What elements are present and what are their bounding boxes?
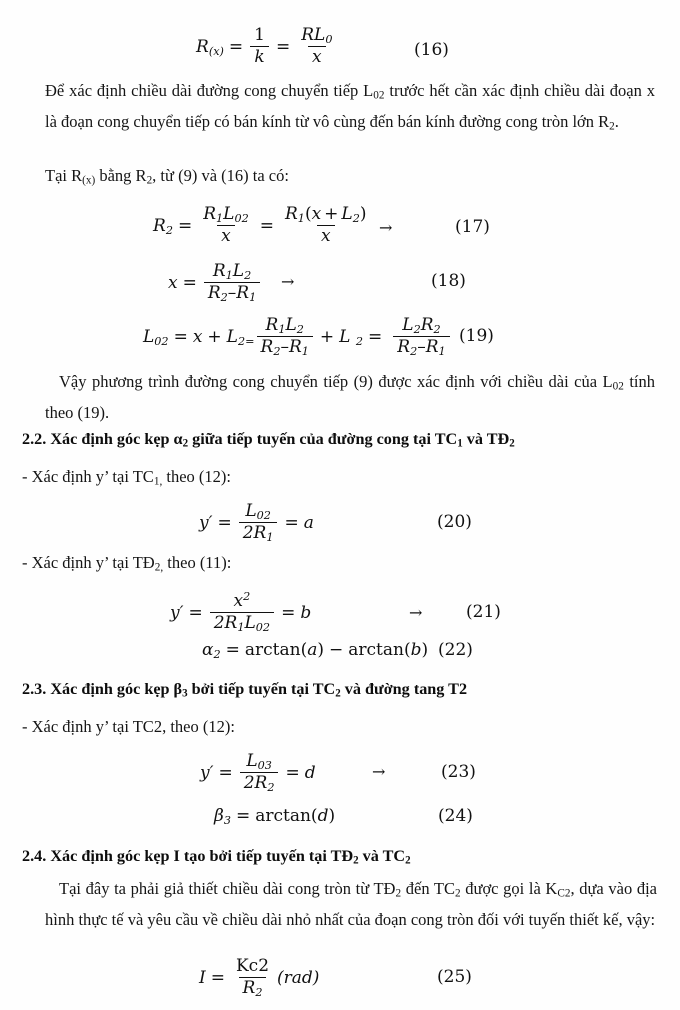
eq23-lhs: y′ [200,762,214,783]
eq22-arg-1: a [307,640,318,660]
eq20-lhs: y′ [199,512,213,533]
heading-2-3-part-c: và đường tang T2 [340,680,468,698]
heading-2-2-sub-a: 2 [182,437,189,450]
eq21-equals-2: = [281,602,296,623]
paragraph-1 [45,78,655,140]
eq18-den-b: R [236,283,250,304]
heading-2-2-number: 2.2. [22,430,47,448]
eq22-fn-2: arctan( [348,640,411,660]
paragraph-3-sub-a: 02 [612,380,624,393]
eq16-frac2-numerator [297,26,336,46]
eq19-f2n-b-sub: 2 [433,323,441,337]
line-tc1-part-b: theo (12): [162,467,231,486]
eq23-num-base: L [246,751,258,771]
eq20-num-base: L [245,501,257,521]
eq19-f1n-a-sub: 1 [278,323,286,337]
eq17-fraction-2 [281,205,371,246]
eq20-num-sub: 02 [256,509,271,523]
line-tc1-part-a: - Xác định y’ tại TC [22,467,154,486]
equation-number-17: (17) [455,217,490,237]
paragraph-4-part-a: Tại đây ta phải giả thiết chiều dài cong tròn từ TĐ [59,879,396,898]
eq17-f1n-a: R [203,204,217,224]
eq22-equals: = [225,640,240,660]
eq16-lhs [196,37,224,57]
equation-number-21: (21) [466,602,501,622]
equation-18-arrow: → [281,272,295,291]
heading-2-3-part-b: bởi tiếp tuyến tại TC [187,680,336,698]
eq19-f1d-b-sub: 1 [301,345,309,359]
eq16-frac2-num-sub: 0 [325,33,333,47]
paragraph-1-part-c: . [614,111,619,131]
section-heading-2-3 [22,678,467,704]
eq17-f2n-plus: + [324,204,339,224]
equation-22 [202,640,428,660]
equation-20 [199,502,314,543]
eq23-fraction [240,752,279,793]
eq17-f1n-b: L [223,204,235,224]
eq25-denominator [239,977,267,998]
eq20-numerator [241,502,275,522]
eq19-f2n-b: R [420,315,434,335]
eq17-f2n-l: L [341,204,353,224]
eq19-f2n-a: L [402,315,414,335]
equation-18 [168,262,262,303]
eq19-f2d-b: R [425,337,439,358]
eq18-den-minus: – [227,283,237,304]
eq17-lhs-base: R [153,215,166,236]
eq19-lhs-base: L [143,326,155,347]
eq23-numerator [242,752,276,772]
eq19-fraction-1 [257,316,313,357]
paragraph-4-sub-b: 2 [455,887,461,900]
eq18-equals: = [182,272,197,293]
eq19-f2d-b-sub: 1 [438,345,446,359]
eq19-l2-sub: 2= [237,334,255,348]
eq19-lhs-sub: 02 [154,334,169,348]
eq19-f1d-b: R [288,337,302,358]
paragraph-2-sub-b: 2 [146,174,153,187]
equation-19 [143,316,452,357]
eq17-f2n-x: x [311,204,322,224]
eq17-lhs [153,216,173,236]
equation-number-19: (19) [459,326,494,346]
heading-2-3-part-a: Xác định góc kẹp β [46,680,183,698]
eq20-equals-1: = [217,512,232,533]
eq16-fraction-1 [250,26,269,67]
section-heading-2-2 [22,428,515,454]
equation-number-18: (18) [431,271,466,291]
eq19-f2d-a-sub: 2 [410,345,418,359]
eq19-f1n-a: R [265,315,279,335]
eq19-f2n-a-sub: 2 [413,323,421,337]
eq24-close: ) [328,806,336,826]
paragraph-4 [45,876,657,933]
eq17-fraction-1 [199,205,253,246]
eq19-lmid-base: L [339,326,351,347]
eq24-arg: d [317,806,329,826]
paragraph-2-part-c: , từ (9) và (16) ta có: [152,166,289,185]
eq20-rhs: a [303,512,314,533]
paragraph-1-sub-a: 02 [373,89,385,102]
eq17-f2n-close: ) [359,204,367,224]
eq25-numerator: Kc2 [235,956,270,976]
eq17-f1n-a-sub: 1 [216,212,224,226]
eq21-denominator [210,612,274,633]
eq21-den-b: L [244,613,256,634]
heading-2-2-part-c: và TĐ [462,430,510,448]
eq21-lhs: y′ [170,602,184,623]
eq19-fraction-2 [393,316,449,357]
eq20-equals-2: = [284,512,299,533]
eq23-den-sub: 2 [267,781,275,795]
section-heading-2-4 [22,845,411,871]
eq24-equals: = [235,806,251,826]
eq19-f1-numerator [262,316,308,336]
paragraph-1-part-a: Để xác định chiều dài đường cong chuyển tiếp L [45,81,374,100]
eq19-plus-1: + [207,326,222,347]
equation-23 [200,752,316,793]
eq21-num-base: x [233,591,244,611]
equation-number-25: (25) [437,967,472,987]
eq21-equals-1: = [188,602,203,623]
heading-2-4-part-b: và TC [358,847,406,865]
eq22-lhs [202,640,221,660]
eq19-x: x [192,326,203,347]
heading-2-4-part-a: Xác định góc kẹp I tạo bởi tiếp tuyến tại TĐ [46,847,354,865]
eq17-f2n-a-sub: 1 [297,212,305,226]
eq25-unit: (rad) [277,967,320,988]
eq18-num-a: R [212,261,226,281]
eq16-lhs-base: R [196,36,209,57]
equation-23-arrow: → [372,762,386,781]
list-line-tc1 [22,466,231,492]
paragraph-3-part-b: tính theo (19). [45,372,655,422]
paragraph-4-sub-a: 2 [395,887,402,900]
heading-2-2-sub-c: 2 [509,437,515,450]
eq18-den-a: R [207,283,221,304]
eq21-den-b-sub: 02 [255,621,271,635]
paragraph-1-sub-b: 2 [609,120,615,133]
eq25-den-sub: 2 [255,986,263,1000]
eq17-frac2-denominator: x [317,225,335,246]
paragraph-4-part-b: đến TC [401,879,455,898]
paragraph-4-part-d: , dựa vào địa hình thực tế và yêu cầu về chiều dài nhỏ nhất của đoạn cong tròn đối với tuyến thiết kế, vậy: [45,879,657,929]
eq22-close-2: ) [421,640,429,660]
eq16-fraction-2 [297,26,336,67]
heading-2-2-part-b: giữa tiếp tuyến của đường cong tại TC [188,430,458,448]
eq23-denominator [240,772,279,793]
eq24-lhs-sub: 3 [223,814,231,828]
eq18-den-b-sub: 1 [249,291,257,305]
equation-21-arrow: → [409,603,423,622]
equation-number-20: (20) [437,512,472,532]
eq17-frac1-denominator: x [217,225,235,246]
eq19-l-mid [339,327,363,347]
eq18-num-b-sub: 2 [244,269,252,283]
eq23-equals-2: = [285,762,300,783]
eq21-den-a: 2R [213,613,238,634]
eq19-f1n-b-sub: 2 [296,323,304,337]
eq18-num-b: L [232,261,245,281]
eq19-equals-2: = [368,326,383,347]
paragraph-3 [45,369,655,426]
eq19-l2 [227,327,255,347]
eq23-equals-1: = [218,762,233,783]
list-line-td2 [22,552,231,578]
eq20-den-base: 2R [242,523,267,544]
line-td2-sub: 2, [154,561,164,574]
eq22-lhs-sub: 2 [213,648,221,662]
eq18-fraction [204,262,260,303]
eq19-f1-denominator [257,336,313,357]
paragraph-1-part-b: trước hết cần xác định chiều dài đoạn x là đoạn cong chuyển tiếp có bán kính từ vô cùng đến bán kính đường cong tròn lớn R [45,81,655,131]
eq17-f2n-l-sub: 2 [352,212,360,226]
eq17-frac1-numerator [199,205,253,225]
heading-2-4-number: 2.4. [22,847,47,865]
eq19-f1d-a: R [260,337,274,358]
eq24-lhs [214,806,231,826]
equation-number-23: (23) [441,762,476,782]
eq22-fn-1: arctan( [244,640,308,660]
eq22-minus: − [329,640,344,660]
paragraph-2-sub-a: (x) [82,174,96,187]
eq16-frac1-denominator: k [250,46,268,67]
eq25-equals: = [210,967,225,988]
heading-2-3-sub-b: 2 [335,687,341,700]
eq19-f2-denominator [393,336,449,357]
eq21-num-sup: 2 [243,590,251,604]
eq16-frac2-denominator: x [308,46,326,67]
eq19-f2d-minus: – [417,337,426,358]
eq24-lhs-base: β [214,806,224,826]
equation-16 [196,26,338,67]
eq19-f1n-b: L [285,315,297,335]
equation-number-24: (24) [438,806,473,826]
equation-25 [199,957,319,998]
eq18-lhs: x [168,272,178,293]
eq19-f1d-minus: – [280,337,289,358]
eq18-numerator [209,262,255,282]
eq18-den-a-sub: 2 [220,291,228,305]
eq21-rhs: b [300,602,312,623]
equation-17 [153,205,373,246]
line-td2-part-a: - Xác định y’ tại TĐ [22,553,155,572]
paragraph-4-part-c: được gọi là K [460,879,558,898]
heading-2-4-sub-b: 2 [405,854,411,867]
eq20-fraction [239,502,278,543]
eq22-lhs-base: α [202,640,214,660]
equation-number-16: (16) [414,40,449,60]
eq17-f2n-open: ( [304,204,312,224]
eq16-frac1-numerator: 1 [254,25,265,45]
eq18-denominator [204,282,260,303]
list-line-tc2: - Xác định y’ tại TC2, theo (12): [22,717,235,736]
heading-2-4-sub-a: 2 [353,854,359,867]
eq16-lhs-sub: (x) [208,44,224,58]
eq17-f1n-b-sub: 02 [234,212,249,226]
eq17-frac2-numerator [281,205,371,225]
heading-2-2-sub-b: 1 [457,437,463,450]
eq21-den-a-sub: 1 [237,621,245,635]
eq17-equals-1: = [177,215,193,236]
eq25-lhs: I [199,967,206,988]
eq19-f2d-a: R [397,337,411,358]
eq19-equals-1: = [173,326,188,347]
eq23-num-sub: 03 [257,759,272,773]
eq22-arg-2: b [410,640,422,660]
eq21-fraction [210,592,274,633]
line-td2-part-b: theo (11): [163,553,232,572]
eq16-equals-2: = [275,36,291,57]
eq19-l2-base: L [226,326,238,347]
eq23-den-base: 2R [243,773,268,794]
eq19-plus-2: + [319,326,335,347]
heading-2-3-sub-a: 3 [182,687,188,700]
eq17-f2n-a: R [284,204,298,224]
eq23-rhs: d [304,762,316,783]
eq24-fn: arctan( [255,806,318,826]
eq17-lhs-sub: 2 [165,223,173,237]
eq19-f2-numerator [398,316,444,336]
eq25-fraction [232,957,273,998]
equation-17-arrow: → [379,218,393,237]
paragraph-4-sub-c: C2 [557,887,571,900]
eq20-den-sub: 1 [266,531,274,545]
paragraph-2-part-b: bằng R [95,166,147,185]
equation-24 [214,806,335,826]
eq19-lhs [143,327,169,347]
eq25-den-base: R [242,978,256,999]
paragraph-3-part-a: Vậy phương trình đường cong chuyển tiếp (9) được xác định với chiều dài của L [59,372,613,391]
paragraph-2-part-a: Tại R [45,166,83,185]
eq18-num-a-sub: 1 [225,269,233,283]
equation-21 [170,592,311,633]
eq19-lmid-sub: 2 [355,334,364,348]
eq20-denominator [239,522,278,543]
eq16-frac2-num-base: RL [301,25,326,45]
line-tc1-sub: 1, [153,475,163,488]
paragraph-2 [45,163,655,194]
eq21-numerator [230,592,255,612]
eq22-close-1: ) [317,640,324,660]
eq19-f1d-a-sub: 2 [273,345,281,359]
eq16-equals-1: = [228,36,244,57]
heading-2-3-number: 2.3. [22,680,47,698]
equation-number-22: (22) [438,640,473,660]
heading-2-2-part-a: Xác định góc kẹp α [46,430,183,448]
eq17-equals-2: = [259,215,274,236]
